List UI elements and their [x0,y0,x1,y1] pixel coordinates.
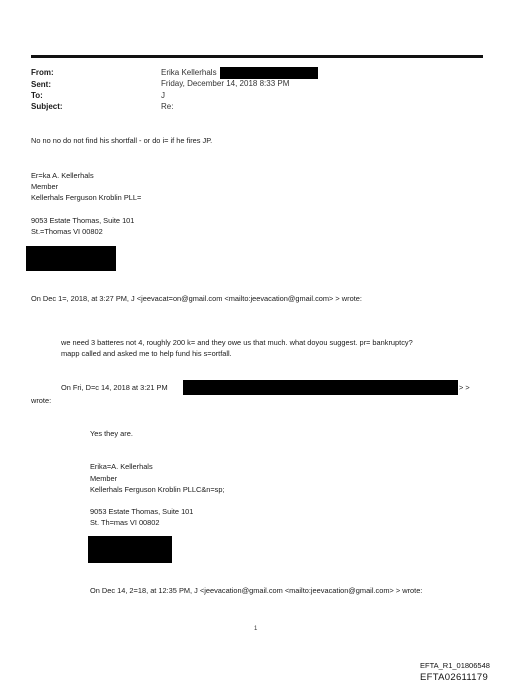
signature-firm: Kellerhals Ferguson Kroblin PLLC&n=sp; [90,485,225,494]
signature-address-2: St.=Thomas VI 00802 [31,227,103,236]
quote-wrote: wrote: [31,396,52,405]
signature-name: Erika=A. Kellerhals [90,462,153,471]
redaction-block [183,380,458,395]
message-line: No no no do not find his shortfall - or do i= if he fires JP. [31,136,213,145]
signature-firm: Kellerhals Ferguson Kroblin PLL= [31,193,142,202]
header-rule [31,55,483,58]
quote-header: On Dec 14, 2=18, at 12:35 PM, J <jeevacation@gmail.com <mailto:jeevacation@gmail.com> > wrote: [90,586,423,595]
subject-label: Subject: [31,102,63,111]
sent-value: Friday, December 14, 2018 8:33 PM [161,79,290,88]
bates-number-primary: EFTA_R1_01806548 [420,661,490,670]
quote-header: On Dec 1=, 2018, at 3:27 PM, J <jeevacat=on@gmail.com <mailto:jeevacation@gmail.com> > wrote: [31,294,362,303]
quote-header: On Fri, D=c 14, 2018 at 3:21 PM [61,383,168,392]
quote-line: mapp called and asked me to help fund his s=ortfall. [61,349,232,358]
signature-title: Member [31,182,59,191]
from-label: From: [31,68,54,77]
sent-label: Sent: [31,80,51,89]
to-value: J [161,91,165,100]
signature-title: Member [90,474,118,483]
bates-number-secondary: EFTA02611179 [420,672,489,683]
redaction-block [220,67,318,79]
signature-address-1: 9053 Estate Thomas, Suite 101 [90,507,194,516]
quote-header-tail: > > [459,383,470,392]
redaction-block [88,536,172,563]
to-label: To: [31,91,43,100]
quote-line: Yes they are. [90,429,133,438]
signature-address-2: St. Th=mas VI 00802 [90,518,160,527]
signature-address-1: 9053 Estate Thomas, Suite 101 [31,216,135,225]
page-number: 1 [254,626,258,632]
quote-line: we need 3 batteres not 4, roughly 200 k= and they owe us that much. what doyou suggest. pr= bankruptcy? [61,338,413,347]
redaction-block [26,246,116,271]
from-value: Erika Kellerhals [161,68,217,77]
subject-value: Re: [161,102,174,111]
signature-name: Er=ka A. Kellerhals [31,171,94,180]
